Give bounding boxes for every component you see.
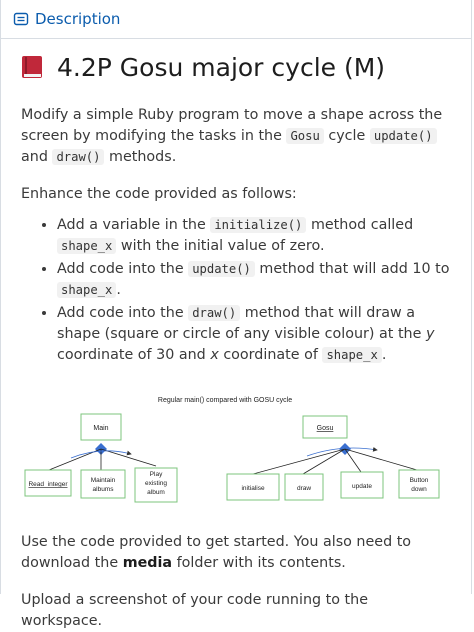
down-label: down <box>411 486 427 493</box>
upload-paragraph: Upload a screenshot of your code running to the workspace. <box>21 592 368 629</box>
connector-line <box>345 449 361 472</box>
italic-y: y <box>425 326 435 342</box>
connector-line <box>345 449 417 470</box>
text-span: . <box>116 282 121 298</box>
text-span: methods. <box>104 149 177 165</box>
intro-paragraph <box>21 105 451 168</box>
text-span: Add a variable in the <box>57 217 211 233</box>
italic-x: x <box>210 347 219 363</box>
red-book-icon <box>21 55 43 79</box>
play-label: Play <box>149 471 163 478</box>
text-span: cycle <box>323 128 370 144</box>
task-title-row <box>21 45 451 89</box>
text-span: method that will draw a shape (square or circle of any visible colour) at the <box>57 305 426 342</box>
connector-line <box>303 449 345 474</box>
code-shape-x: shape_x <box>57 238 116 254</box>
text-span: . <box>381 347 387 363</box>
text-span: with the initial value of zero. <box>116 238 325 254</box>
task-title: 4.2P Gosu major cycle (M) <box>57 52 386 82</box>
initialise-label: initialise <box>241 485 265 492</box>
enhance-paragraph: Enhance the code provided as follows: <box>21 186 297 202</box>
album-label: album <box>147 489 165 496</box>
text-span: method that will add 10 to <box>254 261 450 277</box>
text-span: Add code into the <box>57 261 189 277</box>
existing-label: existing <box>144 480 168 487</box>
gosu-box-label: Gosu <box>316 425 334 432</box>
text-span: Use the code provided to get started. You also need to download the <box>21 534 412 571</box>
update-label: update <box>352 483 372 490</box>
read-integer-label: Read_integer <box>28 481 68 488</box>
requirements-list <box>21 215 451 366</box>
draw-label: draw <box>296 485 312 492</box>
text-span: Add code into the <box>57 305 189 321</box>
text-span: coordinate of 30 and <box>57 347 211 363</box>
diagram-title: Regular main() compared with GOSU cycle <box>157 397 293 404</box>
code-draw: draw() <box>188 305 240 321</box>
description-icon <box>13 11 29 27</box>
albums-label: albums <box>92 486 114 493</box>
main-box-label: Main <box>93 425 109 432</box>
text-span: method called <box>306 217 414 233</box>
button-down-box <box>399 470 439 498</box>
connector-line <box>101 449 156 466</box>
code-shape-x: shape_x <box>57 282 116 298</box>
media-bold: media <box>122 555 173 571</box>
list-item <box>57 215 451 257</box>
description-tab-label: Description <box>35 10 121 28</box>
text-span: and <box>21 149 53 165</box>
gosu-cycle-diagram <box>21 384 455 512</box>
maintain-label: Maintain <box>90 477 116 484</box>
code-update: update() <box>188 261 255 277</box>
code-gosu: Gosu <box>286 128 323 144</box>
text-span: Modify a simple Ruby program to move a shape across the screen by modifying the tasks in the <box>21 107 443 144</box>
media-paragraph <box>21 532 451 574</box>
text-span: folder with its contents. <box>172 555 346 571</box>
code-initialize: initialize() <box>210 217 306 233</box>
list-item <box>57 303 451 366</box>
connector-line <box>253 449 345 474</box>
maintain-albums-box <box>81 470 125 498</box>
code-shape-x: shape_x <box>322 347 381 363</box>
text-span: coordinate of <box>218 347 323 363</box>
description-tab[interactable] <box>1 0 471 39</box>
description-content <box>1 45 471 632</box>
code-update: update() <box>370 128 437 144</box>
list-item <box>57 259 451 301</box>
code-draw: draw() <box>52 149 104 165</box>
button-label: Button <box>409 477 429 484</box>
